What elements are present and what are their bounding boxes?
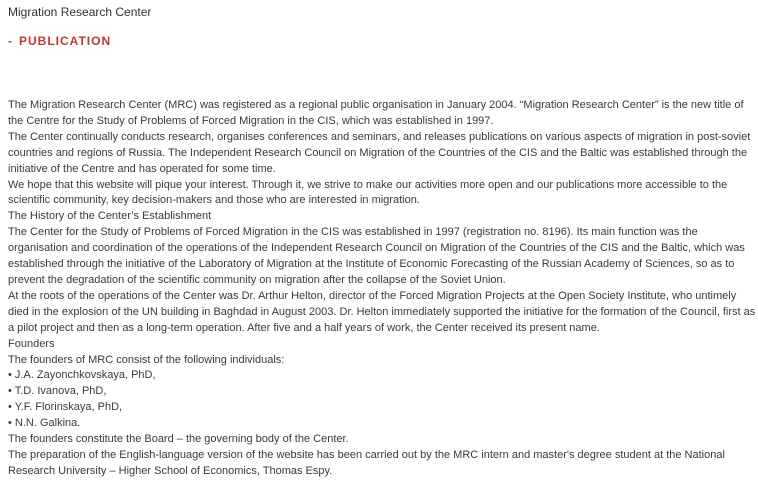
intro-paragraph-1: The Migration Research Center (MRC) was registered as a regional public organisation in January 2004. “Migration Research Center” is the new title of the Centre for the Study of Problems of Forced Migration in the CIS, which was established in 1997. xyxy=(8,99,744,127)
founders-heading: Founders xyxy=(8,337,55,350)
english-version-note: The preparation of the English-language version of the website has been carried out by the MRC intern and master's degree student at the National Research University – Higher School of Economics, Thomas Espy. xyxy=(8,448,725,477)
history-paragraph-2: At the roots of the operations of the Center was Dr. Arthur Helton, director of the Forced Migration Projects at the Open Society Institute, who untimely died in the explosion of the UN building in Baghdad in August 2003. Dr. Helton immediately supported the initiative for the formation of the Council, first as a pilot project and then as a long-term operation. After five and a half years of work, the Center received its present name. xyxy=(8,289,756,334)
list-item: • T.D. Ivanova, PhD, xyxy=(8,384,756,400)
list-item: • N.N. Galkina. xyxy=(8,416,756,432)
section-title-text: PUBLICATION xyxy=(19,34,112,48)
article-content xyxy=(8,98,756,480)
site-name: Migration Research Center xyxy=(8,5,152,19)
board-note: The founders constitute the Board – the governing body of the Center. xyxy=(8,433,349,446)
intro-paragraph-3: We hope that this website will pique your interest. Through it, we strive to make our activities more open and our publications more accessible to the scientific community, key decision-makers and those who are interested in migration. xyxy=(8,178,728,207)
list-item: • Y.F. Florinskaya, PhD, xyxy=(8,400,756,416)
founders-intro: The founders of MRC consist of the following individuals: xyxy=(8,353,285,366)
section-title xyxy=(8,34,111,48)
history-heading: The History of the Center’s Establishment xyxy=(8,210,212,223)
section-title-dash: - xyxy=(8,34,13,48)
founders-list xyxy=(8,368,756,432)
intro-paragraph-2: The Center continually conducts research, organises conferences and seminars, and releases publications on various aspects of migration in post-soviet countries and regions of Russia. The Independent Research Council on Migration of the Countries of the CIS and the Baltic was established through the initiative of the Centre and has operated for some time. xyxy=(8,130,751,175)
history-paragraph-1: The Center for the Study of Problems of Forced Migration in the CIS was established in 1997 (registration no. 8196). Its main function was the organisation and coordination of the operations of the Independent Research Council on Migration of the Countries of the CIS and the Baltic, which was established through the initiative of the Laboratory of Migration at the Institute of Economic Forecasting of the Russian Academy of Sciences, so as to prevent the degradation of the scientific community on migration after the collapse of the Soviet Union. xyxy=(8,226,745,286)
list-item: • J.A. Zayonchkovskaya, PhD, xyxy=(8,368,756,384)
